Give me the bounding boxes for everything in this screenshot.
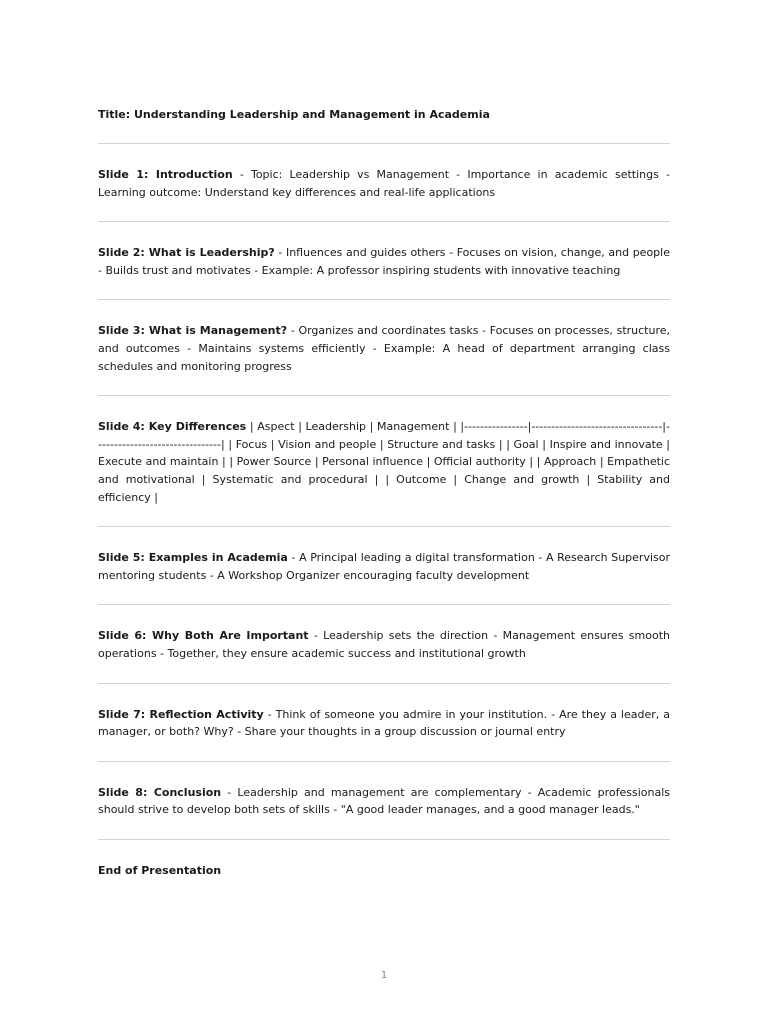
divider [98, 604, 670, 605]
divider [98, 395, 670, 396]
divider [98, 143, 670, 144]
slide-4-paragraph [98, 418, 670, 506]
slide-heading: Slide 4: Key Differences [98, 420, 247, 434]
divider [98, 526, 670, 527]
slide-body: - Leadership and management are complementary - Academic professionals should strive to develop both sets of skills - "A good leader manages, and a good manager leads." [98, 785, 670, 817]
slide-5-paragraph [98, 549, 670, 584]
slide-heading: Slide 2: What is Leadership? [98, 246, 275, 260]
slide-body: - Influences and guides others - Focuses on vision, change, and people - Builds trust and motivates - Example: A professor inspiring students with innovative teaching [98, 246, 670, 277]
slide-heading: Slide 7: Reflection Activity [98, 707, 264, 721]
document-page [98, 106, 670, 879]
slide-7-paragraph [98, 706, 670, 741]
slide-body: | Aspect | Leadership | Management | |----------------|---------------------------------|--------------------------------| | Focus | Vision and people | Structure and tasks | | Goal | Inspire and innovate | Execute and maintain | | Power Source | Personal influence | Official authority | | Approach | Empathetic and motivational | Systematic and procedural | | Outcome | Change and growth | Stability and efficiency | [98, 420, 670, 504]
divider [98, 839, 670, 840]
slide-3-paragraph [98, 322, 670, 375]
slide-body: - A Principal leading a digital transformation - A Research Supervisor mentoring students - A Workshop Organizer encouraging faculty development [98, 551, 670, 582]
divider [98, 221, 670, 222]
slide-1-paragraph [98, 166, 670, 201]
page-number: 1 [380, 970, 388, 981]
slide-heading: Slide 3: What is Management? [98, 324, 288, 338]
slide-heading: Slide 6: Why Both Are Important [98, 629, 309, 643]
divider [98, 299, 670, 300]
document-title: Title: Understanding Leadership and Management in Academia [98, 108, 490, 121]
slide-6-paragraph [98, 627, 670, 662]
slide-8-paragraph [98, 784, 670, 819]
end-of-presentation: End of Presentation [98, 863, 222, 877]
slide-body: - Think of someone you admire in your institution. - Are they a leader, a manager, or both? Why? - Share your thoughts in a group discussion or journal entry [98, 707, 670, 739]
slide-body: - Leadership sets the direction - Management ensures smooth operations - Together, they ensure academic success and institutional growth [98, 629, 670, 660]
divider [98, 761, 670, 762]
slide-heading: Slide 5: Examples in Academia [98, 551, 288, 565]
slide-heading: Slide 8: Conclusion [98, 785, 222, 799]
slide-heading: Slide 1: Introduction [98, 168, 233, 181]
slide-body: - Topic: Leadership vs Management - Importance in academic settings - Learning outcome: Understand key differences and real-life applications [98, 168, 670, 199]
slide-2-paragraph [98, 244, 670, 279]
slide-body: - Organizes and coordinates tasks - Focuses on processes, structure, and outcomes - Maintains systems efficiently - Example: A head of department arranging class schedules and monitoring progress [98, 324, 670, 373]
divider [98, 683, 670, 684]
